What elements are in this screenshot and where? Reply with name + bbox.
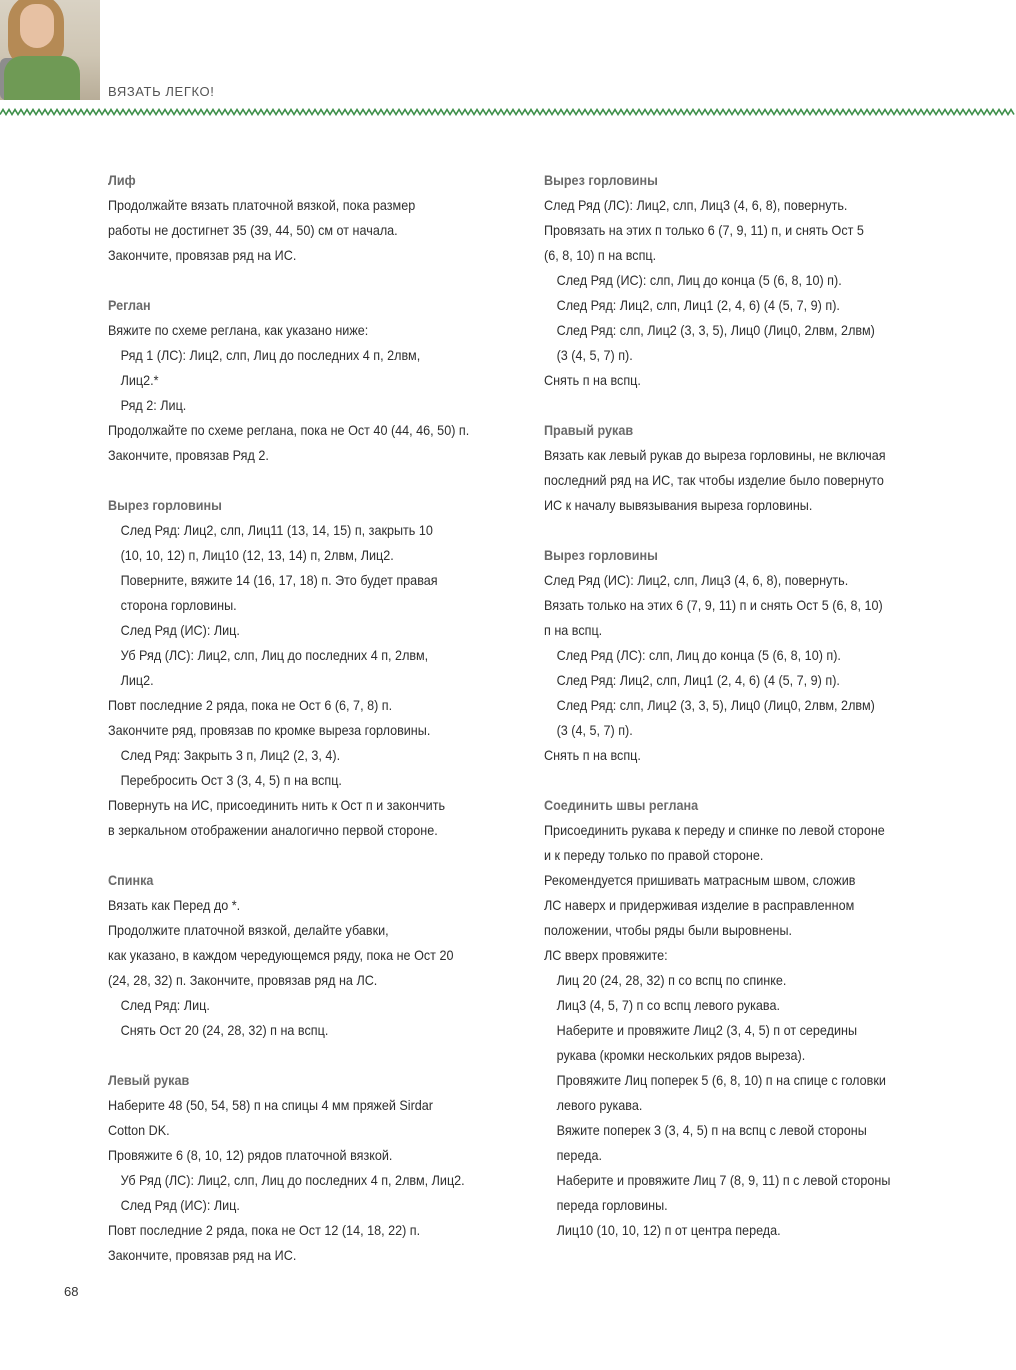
text-line: Провяжите Лиц поперек 5 (6, 8, 10) п на спице с головки (556, 1072, 886, 1088)
text-line: След Ряд (ЛС): слп, Лиц до конца (5 (6, 8, 10) п). (556, 647, 841, 663)
paragraph-gap (544, 768, 947, 793)
text-line: Поверните, вяжите 14 (16, 17, 18) п. Это будет правая (120, 572, 438, 588)
text-line: След Ряд (ЛС): Лиц2, слп, Лиц3 (4, 6, 8), повернуть. (544, 197, 848, 213)
text-line: в зеркальном отображении аналогично первой стороне. (108, 822, 438, 838)
section-heading: Вырез горловины (108, 497, 222, 513)
text-line: Вязать только на этих 6 (7, 9, 11) п и снять Ост 5 (6, 8, 10) (544, 597, 883, 613)
text-line: Лиц2. (120, 672, 154, 688)
text-line: Провязать на этих п только 6 (7, 9, 11) п, и снять Ост 5 (544, 222, 864, 238)
text-line: След Ряд (ИС): слп, Лиц до конца (5 (6, 8, 10) п). (556, 272, 842, 288)
text-line: Снять п на вспц. (544, 747, 641, 763)
text-line: Вязать как Перед до *. (108, 897, 241, 913)
text-line: Рекомендуется пришивать матрасным швом, сложив (544, 872, 856, 888)
text-line: (24, 28, 32) п. Закончите, провязав ряд на ЛС. (108, 972, 378, 988)
text-line: Вязать как левый рукав до выреза горловины, не включая (544, 447, 886, 463)
text-line: След Ряд (ИС): Лиц. (120, 1197, 240, 1213)
section-heading: Реглан (108, 297, 151, 313)
text-line: рукава (кромки нескольких рядов выреза). (556, 1047, 806, 1063)
paragraph-gap (544, 393, 947, 418)
text-line: Вяжите поперек 3 (3, 4, 5) п на вспц с левой стороны (556, 1122, 867, 1138)
section-heading: Соединить швы реглана (544, 797, 699, 813)
text-line: Уб Ряд (ЛС): Лиц2, слп, Лиц до последних 4 п, 2лвм, (120, 647, 429, 663)
text-line: Продолжите платочной вязкой, делайте убавки, (108, 922, 389, 938)
text-line: Ряд 2: Лиц. (120, 397, 187, 413)
text-line: Ряд 1 (ЛС): Лиц2, слп, Лиц до последних 4 п, 2лвм, (120, 347, 421, 363)
text-line: Продолжайте вязать платочной вязкой, пока размер (108, 197, 416, 213)
text-line: п на вспц. (544, 622, 603, 638)
green-shirt (4, 56, 80, 100)
text-line: Наберите и провяжите Лиц 7 (8, 9, 11) п с левой стороны (556, 1172, 891, 1188)
paragraph-gap (108, 268, 524, 293)
zigzag-divider (0, 108, 1016, 116)
text-line: Повернуть на ИС, присоединить нить к Ост п и закончить (108, 797, 446, 813)
text-line: переда. (556, 1147, 603, 1163)
section-heading: Спинка (108, 872, 154, 888)
text-line: Продолжайте по схеме реглана, пока не Ост 40 (44, 46, 50) п. (108, 422, 470, 438)
text-line: Снять Ост 20 (24, 28, 32) п на вспц. (120, 1022, 329, 1038)
paragraph-gap (108, 1043, 524, 1068)
section-title: ВЯЗАТЬ ЛЕГКО! (108, 84, 215, 99)
left-column (108, 168, 524, 1268)
text-line: положении, чтобы ряды были выровнены. (544, 922, 793, 938)
text-line: Снять п на вспц. (544, 372, 641, 388)
text-line: работы не достигнет 35 (39, 44, 50) см от начала. (108, 222, 398, 238)
text-line: След Ряд: слп, Лиц2 (3, 3, 5), Лиц0 (Лиц0, 2лвм, 2лвм) (556, 697, 875, 713)
section-heading: Левый рукав (108, 1072, 190, 1088)
section-heading: Вырез горловины (544, 172, 658, 188)
section-heading: Вырез горловины (544, 547, 658, 563)
text-line: и к переду только по правой стороне. (544, 847, 764, 863)
header-photo (0, 0, 100, 100)
text-line: След Ряд: слп, Лиц2 (3, 3, 5), Лиц0 (Лиц0, 2лвм, 2лвм) (556, 322, 875, 338)
text-line: Лиц2.* (120, 372, 159, 388)
text-line: Присоединить рукава к переду и спинке по левой стороне (544, 822, 885, 838)
text-line: сторона горловины. (120, 597, 237, 613)
text-line: как указано, в каждом чередующемся ряду, пока не Ост 20 (108, 947, 454, 963)
text-line: переда горловины. (556, 1197, 668, 1213)
text-line: След Ряд: Лиц2, слп, Лиц1 (2, 4, 6) (4 (5, 7, 9) п). (556, 672, 840, 688)
paragraph-gap (108, 843, 524, 868)
paragraph-gap (544, 518, 947, 543)
text-line: Повт последние 2 ряда, пока не Ост 6 (6, 7, 8) п. (108, 697, 393, 713)
text-line: След Ряд (ИС): Лиц. (120, 622, 240, 638)
text-line: Закончите, провязав Ряд 2. (108, 447, 269, 463)
text-line: (3 (4, 5, 7) п). (556, 722, 633, 738)
section-heading: Правый рукав (544, 422, 634, 438)
text-line: Вяжите по схеме реглана, как указано ниже: (108, 322, 369, 338)
text-line: Лиц10 (10, 10, 12) п от центра переда. (556, 1222, 781, 1238)
text-line: (3 (4, 5, 7) п). (556, 347, 633, 363)
paragraph-gap (108, 468, 524, 493)
text-line: Наберите и провяжите Лиц2 (3, 4, 5) п от середины (556, 1022, 858, 1038)
text-line: След Ряд: Лиц2, слп, Лиц11 (13, 14, 15) п, закрыть 10 (120, 522, 433, 538)
text-line: Закончите, провязав ряд на ИС. (108, 247, 297, 263)
text-line: Закончите, провязав ряд на ИС. (108, 1247, 297, 1263)
text-line: (6, 8, 10) п на вспц. (544, 247, 657, 263)
text-line: След Ряд (ИС): Лиц2, слп, Лиц3 (4, 6, 8), повернуть. (544, 572, 849, 588)
section-heading: Лиф (108, 172, 136, 188)
text-line: последний ряд на ИС, так чтобы изделие было повернуто (544, 472, 884, 488)
text-line: След Ряд: Лиц2, слп, Лиц1 (2, 4, 6) (4 (5, 7, 9) п). (556, 297, 840, 313)
text-line: Повт последние 2 ряда, пока не Ост 12 (14, 18, 22) п. (108, 1222, 421, 1238)
text-line: ИС к началу вывязывания выреза горловины. (544, 497, 813, 513)
text-line: Наберите 48 (50, 54, 58) п на спицы 4 мм пряжей Sirdar (108, 1097, 433, 1113)
page-number: 68 (64, 1284, 79, 1299)
text-line: ЛС наверх и придерживая изделие в расправленном (544, 897, 855, 913)
text-line: Cotton DK. (108, 1122, 170, 1138)
text-line: Закончите ряд, провязав по кромке выреза горловины. (108, 722, 431, 738)
face (20, 4, 54, 48)
text-line: След Ряд: Лиц. (120, 997, 210, 1013)
text-line: Уб Ряд (ЛС): Лиц2, слп, Лиц до последних 4 п, 2лвм, Лиц2. (120, 1172, 465, 1188)
text-line: (10, 10, 12) п, Лиц10 (12, 13, 14) п, 2лвм, Лиц2. (120, 547, 394, 563)
text-line: Лиц3 (4, 5, 7) п со вспц левого рукава. (556, 997, 780, 1013)
text-line: След Ряд: Закрыть 3 п, Лиц2 (2, 3, 4). (120, 747, 341, 763)
right-column (544, 168, 947, 1243)
text-line: Перебросить Ост 3 (3, 4, 5) п на вспц. (120, 772, 342, 788)
text-line: ЛС вверх провяжите: (544, 947, 668, 963)
text-line: левого рукава. (556, 1097, 643, 1113)
text-line: Лиц 20 (24, 28, 32) п со вспц по спинке. (556, 972, 787, 988)
text-line: Провяжите 6 (8, 10, 12) рядов платочной вязкой. (108, 1147, 393, 1163)
